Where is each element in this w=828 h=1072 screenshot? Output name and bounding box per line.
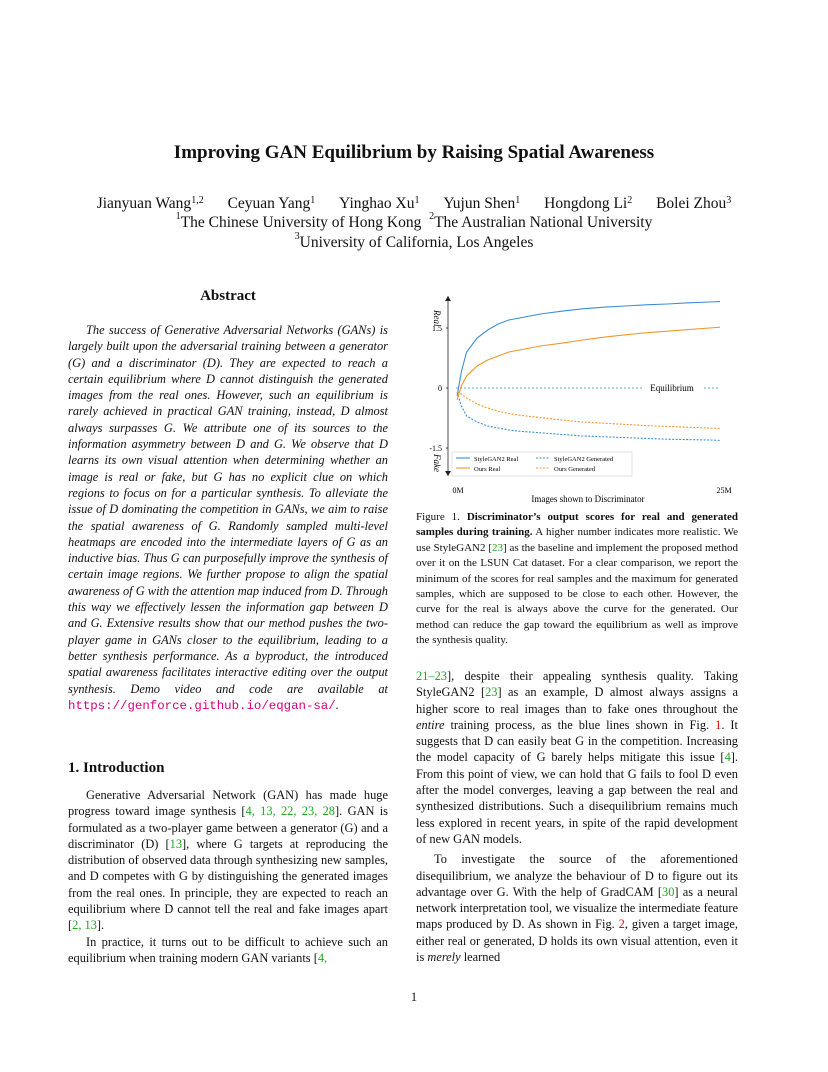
series-line-stylegan2-generated	[457, 392, 720, 440]
y-tick-label: 1.5	[432, 324, 442, 333]
citation-link[interactable]: 23	[492, 541, 504, 554]
figure-link[interactable]: 1	[715, 717, 722, 732]
citation-link[interactable]: 21–23	[416, 669, 447, 683]
paragraph: Generative Adversarial Network (GAN) has made huge progress toward image synthesis [4, 13, 22, 23, 28]. GAN is formulated as a two-player game between a generator (G) and a discriminator (D) [13], where G targets at reproducing the distribution of observed data through synthesizing new samples, and D competes with G by distinguishing the generated images from the real ones. In principle, they are expected to reach an equilibrium where D cannot tell the real and fake images apart [2, 13].	[68, 788, 389, 933]
paragraph: 21–23], despite their appealing synthesis quality. Taking StyleGAN2 [23] as an example, D almost always assigns a higher score to real images than to fake ones throughout the entire training process, as the blue lines shown in Fig. 1. It suggests that D can easily beat G in the competition. Increasing the model capacity of G barely helps mitigate this issue [4]. From this point of view, we can hold that G fails to fool D even after the model converges, leaving a gap between the real and synthesized distributions. Such a disequilibrium remains much less explored in recent years, in spite of the rapid development of new GAN models.	[416, 669, 738, 846]
author-list	[0, 194, 828, 214]
abstract-heading: Abstract	[200, 288, 256, 304]
author: Ceyuan Yang$^1$	[227, 195, 316, 212]
y-tick-label: 0	[438, 384, 442, 393]
legend-entry: StyleGAN2 Real	[474, 456, 519, 463]
affiliation-line-2: $^3$University of California, Los Angeles	[294, 231, 534, 251]
page-number: 1	[410, 990, 418, 1004]
paragraph: To investigate the source of the aforementioned disequilibrium, we analyze the behaviour of D to figure out its advantage over G. With the help of GradCAM [30] as a neural network interpretation tool, we visualize the intermediate feature maps produced by D. As shown in Fig. 2, given a target image, either real or generated, D holds its own visual attention, even it is merely learned	[416, 852, 738, 965]
legend-entry: Ours Generated	[554, 466, 595, 473]
figure-caption: Figure 1. Discriminator’s output scores for real and generated samples during training. A higher number indicates more realistic. We use StyleGAN2 [23] as the baseline and implement the proposed method over it on the LSUN Cat dataset. For a clear comparison, we report the minimum of the scores for real samples and the maximum for generated samples, which are supposed to be close to each other. However, the curve for the real is always above the curve for the generated. Our method can reduce the gap toward the equilibrium as well as improve the synthesis quality.	[416, 511, 739, 647]
author: Hongdong Li$^2$	[544, 195, 633, 212]
x-tick-label: 0M	[452, 486, 464, 495]
citation-link[interactable]: 4, 13, 22, 23, 28	[245, 804, 336, 819]
y-axis-arrow-up	[445, 296, 451, 301]
citation-link[interactable]: 30	[662, 884, 675, 899]
author: Jianyuan Wang$^{1,2}$	[96, 195, 204, 212]
citation-link[interactable]: 4	[724, 750, 731, 765]
y-axis-arrow-down	[445, 471, 451, 476]
introduction-body	[68, 787, 388, 966]
project-url-link[interactable]: https://genforce.github.io/eqgan-sa/	[68, 698, 336, 713]
abstract-body: The success of Generative Adversarial Networks (GANs) is largely built upon the adversarial training between a generator (G) and a discriminator (D). They are expected to reach a certain equilibrium where D cannot distinguish the generated images from the real ones. However, such an equilibrium is rarely achieved in practical GAN training, instead, D almost always surpasses G. We attribute one of its sources to the information asymmetry between D and G. We observe that D learns its own visual attention when determining whether an image is real or fake, but G has no explicit clue on which regions to focus on for a particular synthesis. To alleviate the issue of D dominating the competition in GANs, we aim to raise the spatial awareness of G. Randomly sampled multi-level heatmaps are encoded into the intermediate layers of G as an inductive bias. Thus G can purposefully improve the synthesis of certain image regions. We further propose to align the spatial awareness of G with the attention map induced from D. Through this way we effectively lessen the information gap between D and G. Extensive results show that our method pushes the two-player game in GANs closer to the equilibrium, leading to a better synthesis performance. As a byproduct, the introduced spatial awareness facilitates interactive editing over the output synthesis. Demo video and code are available at https://genforce.github.io/eqgan-sa/.	[68, 323, 388, 713]
citation-link[interactable]: 4,	[317, 950, 328, 965]
paper-title: Improving GAN Equilibrium by Raising Spatial Awareness	[173, 142, 655, 163]
paragraph: In practice, it turns out to be difficult to achieve such an equilibrium when training modern GAN variants [4,	[68, 934, 388, 965]
series-line-ours-generated	[457, 392, 720, 428]
figure-1-chart	[416, 290, 738, 506]
author: Yinghao Xu$^1$	[339, 195, 420, 212]
legend-entry: Ours Real	[474, 466, 501, 473]
figure-link[interactable]: 2	[618, 917, 625, 932]
citation-link[interactable]: 13	[169, 836, 183, 851]
affiliation-line-1: $^1$The Chinese University of Hong Kong $^2$The Australian National University	[175, 211, 653, 231]
y-tick-label: -1.5	[429, 444, 442, 453]
equilibrium-label: Equilibrium	[650, 383, 694, 393]
section-heading-introduction: 1. Introduction	[68, 760, 165, 776]
y-label-real: Real	[432, 310, 442, 327]
citation-link[interactable]: 23	[485, 685, 498, 700]
y-label-fake: Fake	[432, 454, 442, 472]
legend-entry: StyleGAN2 Generated	[554, 456, 614, 463]
x-tick-label: 25M	[716, 486, 732, 495]
citation-link[interactable]: 2, 13	[72, 918, 97, 933]
author: Bolei Zhou$^3$	[656, 195, 732, 212]
right-column-body	[416, 668, 738, 965]
author: Yujun Shen$^1$	[443, 195, 521, 212]
chart-svg	[416, 290, 738, 506]
x-axis-label: Images shown to Discriminator	[531, 494, 645, 504]
